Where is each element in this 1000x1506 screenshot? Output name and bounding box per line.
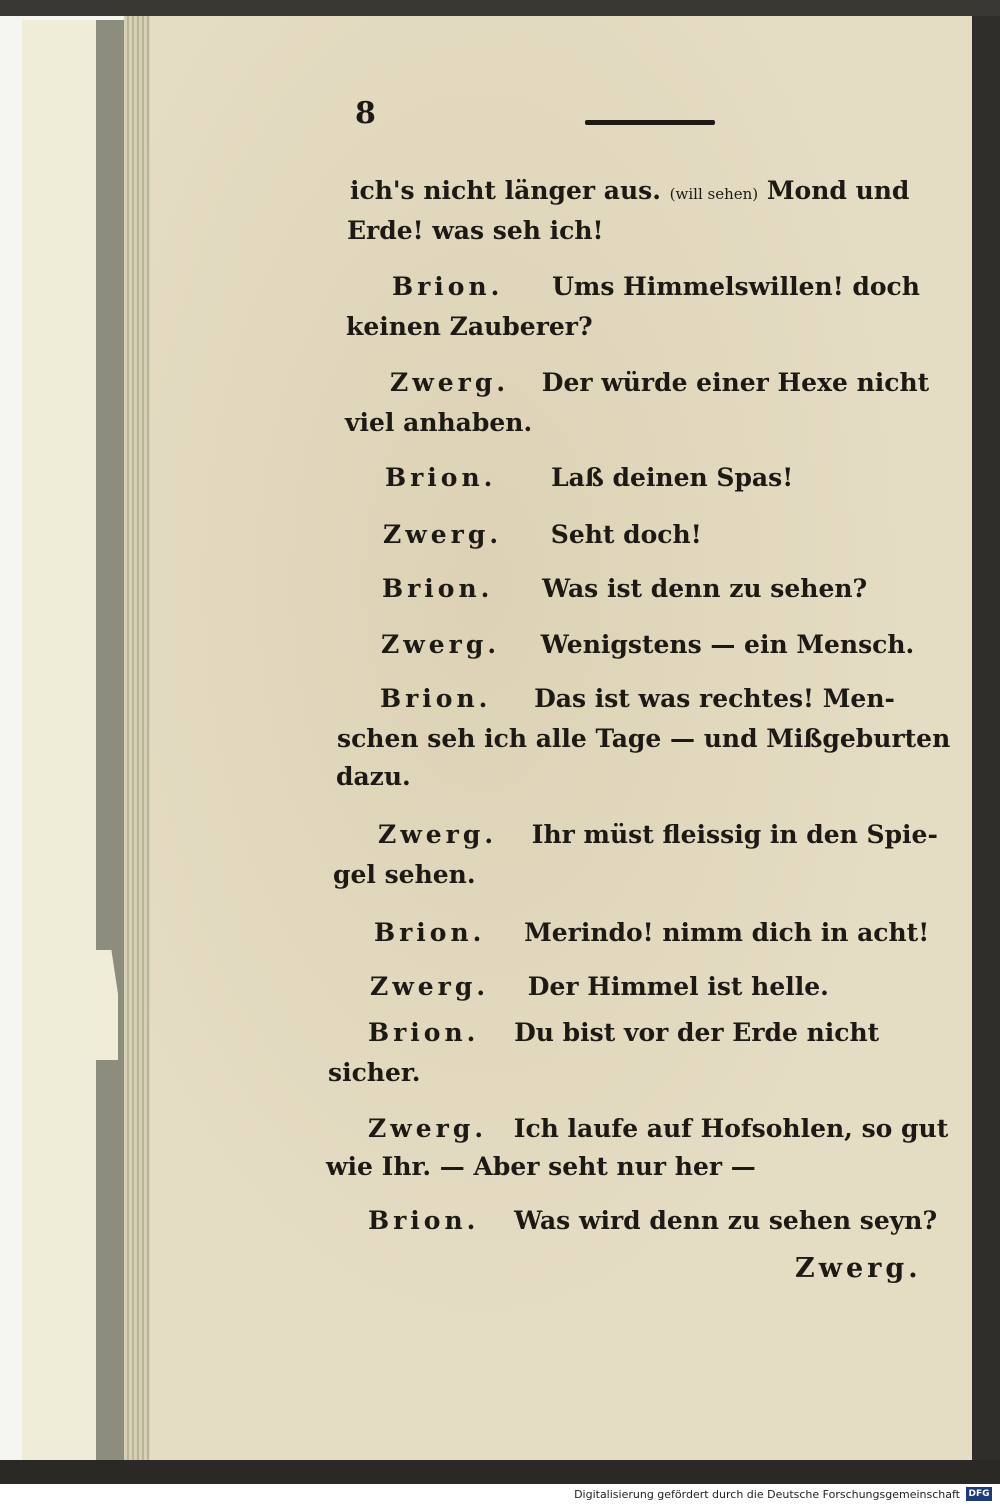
dialogue-line [383,520,702,549]
text-line [337,724,950,753]
line-text: Du bist vor der Erde nicht [514,1018,880,1047]
text-line [346,312,593,341]
dialogue-line [385,463,793,492]
line-text: ich's nicht länger aus. [350,176,661,205]
text-line [326,1152,756,1181]
line-text: schen seh ich alle Tage — und Mißgeburten [337,724,951,753]
line-text: Merindo! nimm dich in acht! [524,918,930,947]
dialogue-line [390,368,929,397]
speaker-name: Brion. [392,272,504,301]
catchword: Zwerg. [795,1253,922,1284]
speaker-name: Brion. [382,574,494,603]
speaker-name: Zwerg. [381,630,501,659]
line-text: Was wird denn zu sehen seyn? [514,1206,938,1235]
speaker-name: Zwerg. [370,972,490,1001]
dialogue-line [374,918,929,947]
dialogue-line [368,1114,948,1143]
dfg-logo: DFG [966,1487,992,1501]
line-text: Wenigstens — ein Mensch. [540,630,915,659]
line-text: Seht doch! [550,520,702,549]
line-text: Das ist was rechtes! Men- [534,684,895,713]
right-border [972,0,1000,1480]
line-text: wie Ihr. — Aber seht nur her — [326,1152,756,1181]
line-text: sicher. [328,1058,421,1087]
speaker-name: Brion. [374,918,486,947]
speaker-name: Zwerg. [390,368,510,397]
bottom-border [0,1460,1000,1484]
text-line [328,1058,420,1087]
speaker-name: Brion. [368,1018,480,1047]
line-text: dazu. [336,762,411,791]
dialogue-line [382,574,867,603]
line-text: Was ist denn zu sehen? [542,574,868,603]
dialogue-line [380,684,895,713]
speaker-name: Brion. [368,1206,480,1235]
funding-credit: Digitalisierung gefördert durch die Deutsche Forschungsgemeinschaft [574,1488,960,1501]
dialogue-line [370,972,829,1001]
line-text: Der würde einer Hexe nicht [541,368,930,397]
top-border [0,0,1000,16]
speaker-name: Brion. [385,463,497,492]
speaker-name: Zwerg. [383,520,503,549]
line-text: gel sehen. [333,860,476,889]
line-text: Der Himmel ist helle. [527,972,829,1001]
line-text: viel anhaben. [345,408,533,437]
text-line [347,216,604,245]
line-text: Ihr müst fleissig in den Spie- [531,820,938,849]
speaker-name: Brion. [380,684,492,713]
line-text: Ums Himmelswillen! doch [552,272,920,301]
line-text: Laß deinen Spas! [551,463,794,492]
header-rule [585,120,715,125]
stage-direction: (will sehen) [669,185,759,203]
line-continuation: Mond und [766,176,910,205]
dialogue-line [392,272,920,301]
line-text: Ich laufe auf Hofsohlen, so gut [513,1114,949,1143]
speaker-name: Zwerg. [378,820,498,849]
footer-bar [0,1484,1000,1506]
dialogue-line [368,1018,879,1047]
text-line [350,176,909,205]
dialogue-line [378,820,938,849]
text-line [336,762,411,791]
line-text: keinen Zauberer? [346,312,593,341]
speaker-name: Zwerg. [368,1114,488,1143]
line-text: Erde! was seh ich! [347,216,604,245]
back-cover [22,20,105,1490]
dialogue-line [368,1206,937,1235]
page-number: 8 [355,96,376,131]
dialogue-line [381,630,914,659]
text-line [345,408,532,437]
text-line [333,860,476,889]
